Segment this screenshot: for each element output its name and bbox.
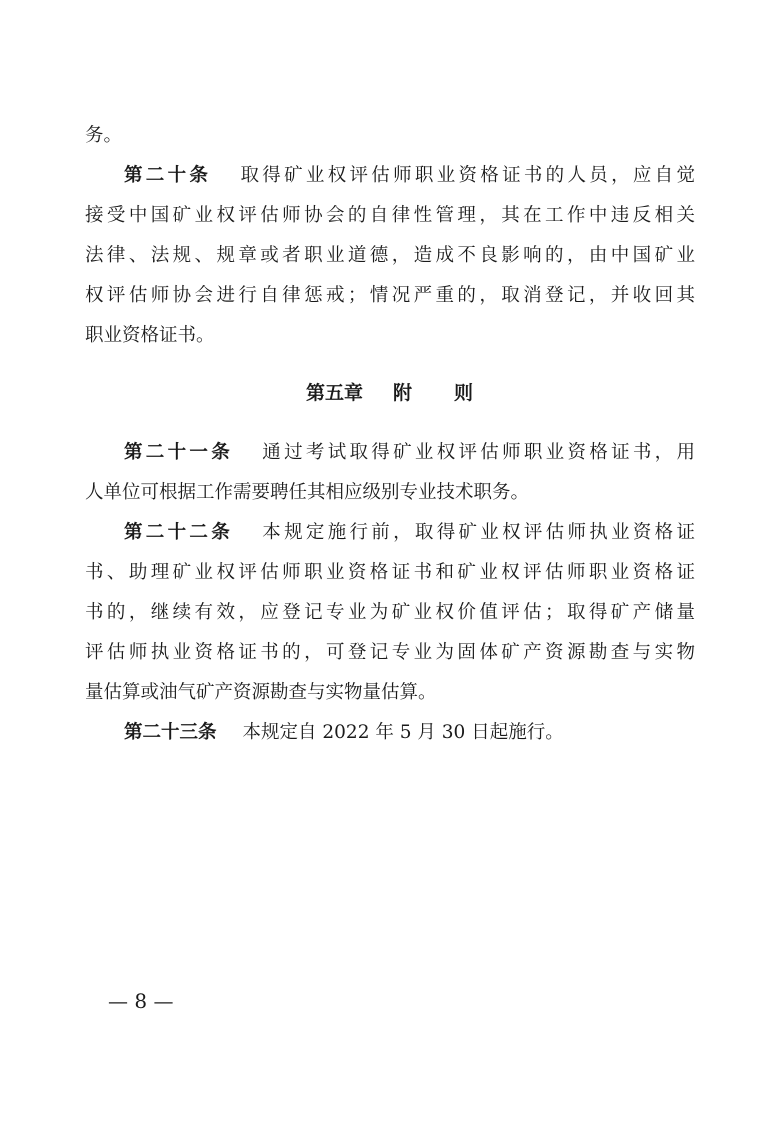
article-20-line-4 [85, 283, 695, 309]
article-20-line-3 [85, 243, 695, 269]
paragraph-text: 取得矿业权评估师职业资格证书的人员，应自觉 [237, 165, 695, 186]
article-22-line-3 [85, 600, 695, 626]
paragraph-text: 法律、法规、规章或者职业道德，造成不良影响的，由中国矿业 [85, 245, 695, 266]
paragraph-text: 通过考试取得矿业权评估师职业资格证书，用 [259, 442, 695, 463]
paragraph-text: 本规定施行前，取得矿业权评估师执业资格证 [259, 522, 695, 543]
paragraph-text: 务。 [85, 125, 123, 146]
article-20-line-1 [124, 163, 695, 189]
article-20-line-5 [85, 323, 695, 349]
paragraph-text: 评估师执业资格证书的，可登记专业为固体矿产资源勘查与实物 [85, 642, 695, 663]
chapter-heading [0, 380, 779, 406]
chapter-title-part: 则 [454, 382, 474, 404]
paragraph-line [85, 123, 695, 149]
article-22-title: 第二十二条 [124, 522, 233, 543]
paragraph-text: 书的，继续有效，应登记专业为矿业权价值评估；取得矿产储量 [85, 602, 695, 623]
article-22-line-4 [85, 640, 695, 666]
article-20-title: 第二十条 [124, 165, 212, 186]
chapter-title-part: 附 [392, 382, 412, 404]
article-21-title: 第二十一条 [124, 442, 233, 463]
page-number: — 8 — [108, 989, 174, 1013]
article-22-line-5 [85, 680, 695, 706]
article-23-title: 第二十三条 [124, 722, 217, 743]
paragraph-text: 本规定自 2022 年 5 月 30 日起施行。 [242, 722, 564, 743]
paragraph-text: 人单位可根据工作需要聘任其相应级别专业技术职务。 [85, 482, 530, 503]
paragraph-text: 权评估师协会进行自律惩戒；情况严重的，取消登记，并收回其 [85, 285, 695, 306]
article-20-line-2 [85, 203, 695, 229]
paragraph-text: 书、助理矿业权评估师职业资格证书和矿业权评估师职业资格证 [85, 562, 695, 583]
paragraph-text: 职业资格证书。 [85, 325, 215, 346]
article-22-line-1 [124, 520, 695, 546]
article-23-line-1 [124, 720, 695, 746]
paragraph-text: 接受中国矿业权评估师协会的自律性管理，其在工作中违反相关 [85, 205, 695, 226]
paragraph-text: 量估算或油气矿产资源勘查与实物量估算。 [85, 682, 437, 703]
article-21-line-2 [85, 480, 695, 506]
article-21-line-1 [124, 440, 695, 466]
chapter-label: 第五章 [305, 382, 363, 404]
article-22-line-2 [85, 560, 695, 586]
